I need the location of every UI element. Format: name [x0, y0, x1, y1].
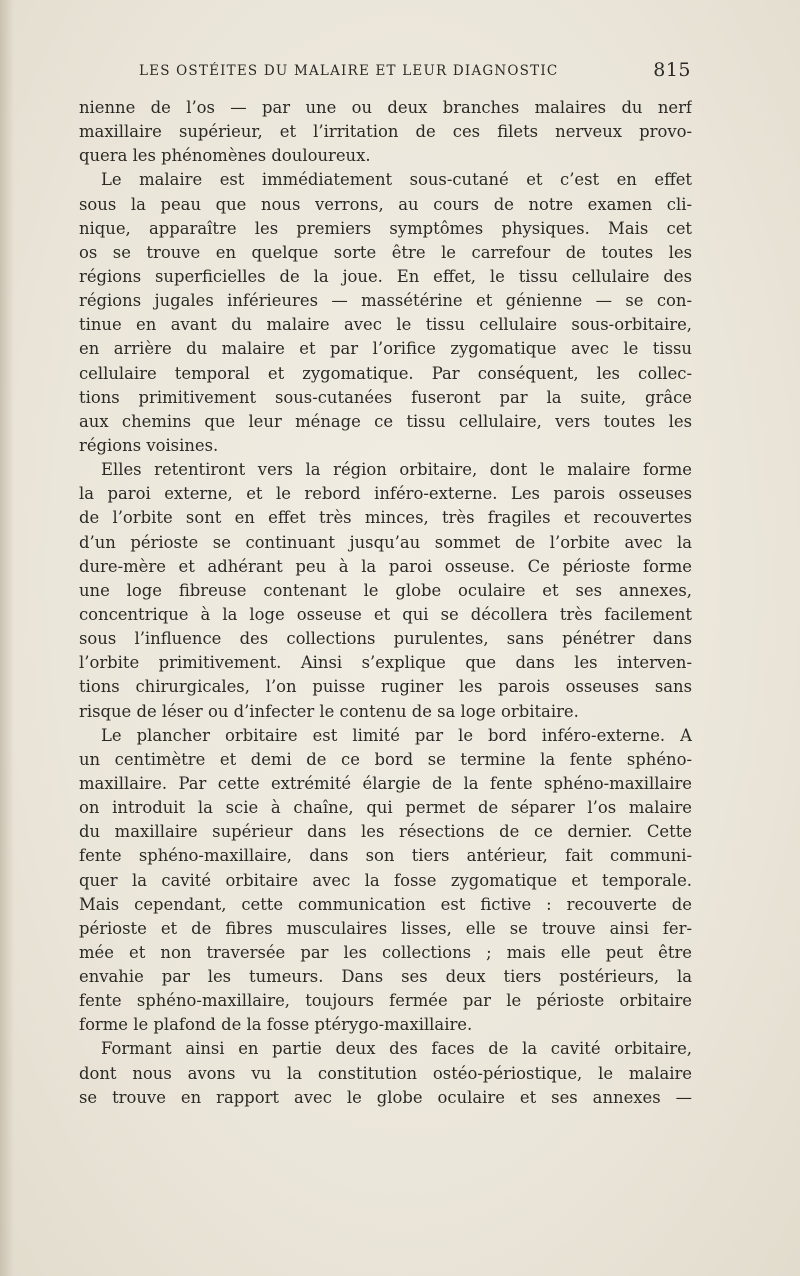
text-line: d’un périoste se continuant jusqu’au sommet de l’orbite avec la: [79, 532, 692, 552]
text-line: nique, apparaître les premiers symptômes physiques. Mais cet: [79, 218, 692, 238]
text-line: une loge fibreuse contenant le globe oculaire et ses annexes,: [79, 580, 692, 600]
text-line: tions chirurgicales, l’on puisse ruginer les parois osseuses sans: [79, 677, 692, 697]
text-line: Elles retentiront vers la région orbitaire, dont le malaire forme: [101, 460, 692, 480]
text-line: tions primitivement sous-cutanées fuseront par la suite, grâce: [79, 387, 692, 407]
text-line: fente sphéno-maxillaire, toujours fermée par le périoste orbitaire: [79, 991, 692, 1011]
text-line: concentrique à la loge osseuse et qui se décollera très facilement: [79, 604, 692, 624]
paragraph-3: [79, 458, 692, 724]
text-line: quer la cavité orbitaire avec la fosse zygomatique et temporale.: [79, 870, 692, 890]
text-line: de l’orbite sont en effet très minces, très fragiles et recouvertes: [79, 508, 692, 528]
text-line: Le malaire est immédiatement sous-cutané et c’est en effet: [101, 170, 692, 190]
text-line: cellulaire temporal et zygomatique. Par conséquent, les collec-: [79, 363, 692, 383]
text-line: dont nous avons vu la constitution ostéo-périostique, le malaire: [79, 1063, 692, 1083]
text-line: du maxillaire supérieur dans les résections de ce dernier. Cette: [79, 822, 692, 842]
running-head: LES OSTÉITES DU MALAIRE ET LEUR DIAGNOSTIC: [139, 63, 559, 79]
text-line: on introduit la scie à chaîne, qui permet de séparer l’os malaire: [79, 798, 692, 818]
page-gutter-shadow: [0, 0, 14, 1276]
text-line: Formant ainsi en partie deux des faces de la cavité orbitaire,: [101, 1039, 692, 1059]
text-line: dure-mère et adhérant peu à la paroi osseuse. Ce périoste forme: [79, 556, 692, 576]
text-line: régions jugales inférieures — massétérine et génienne — se con-: [79, 291, 692, 311]
text-line: régions voisines.: [79, 435, 219, 455]
text-line: maxillaire supérieur, et l’irritation de ces filets nerveux provo-: [79, 122, 692, 142]
text-line: tinue en avant du malaire avec le tissu cellulaire sous-orbitaire,: [79, 315, 692, 335]
page-number: 815: [653, 59, 691, 81]
text-line: fente sphéno-maxillaire, dans son tiers antérieur, fait communi-: [79, 846, 692, 866]
text-line: nienne de l’os — par une ou deux branches malaires du nerf: [79, 98, 692, 117]
text-line: envahie par les tumeurs. Dans ses deux tiers postérieurs, la: [79, 967, 692, 987]
paragraph-2: [79, 168, 692, 458]
text-line: Le plancher orbitaire est limité par le bord inféro-externe. A: [101, 725, 692, 745]
text-line: maxillaire. Par cette extrémité élargie de la fente sphéno-maxillaire: [79, 773, 692, 793]
text-line: se trouve en rapport avec le globe oculaire et ses annexes —: [79, 1087, 692, 1107]
text-line: sous l’influence des collections purulentes, sans pénétrer dans: [79, 629, 692, 649]
text-line: risque de léser ou d’infecter le contenu de sa loge orbitaire.: [79, 701, 579, 721]
paragraph-5: [79, 1037, 692, 1109]
paragraph-4: [79, 724, 692, 1038]
text-line: périoste et de fibres musculaires lisses, elle se trouve ainsi fer-: [79, 918, 692, 938]
text-line: en arrière du malaire et par l’orifice zygomatique avec le tissu: [79, 339, 692, 359]
text-line: os se trouve en quelque sorte être le carrefour de toutes les: [79, 242, 692, 262]
text-line: aux chemins que leur ménage ce tissu cellulaire, vers toutes les: [79, 411, 692, 431]
text-line: sous la peau que nous verrons, au cours de notre examen cli-: [79, 194, 692, 214]
text-line: régions superficielles de la joue. En effet, le tissu cellulaire des: [79, 266, 692, 286]
page-header: [79, 56, 691, 90]
text-line: quera les phénomènes douloureux.: [79, 146, 371, 166]
text-line: la paroi externe, et le rebord inféro-externe. Les parois osseuses: [79, 484, 692, 504]
text-line: mée et non traversée par les collections ; mais elle peut être: [79, 942, 692, 962]
body-text: [79, 96, 692, 1110]
text-line: forme le plafond de la fosse ptérygo-maxillaire.: [79, 1015, 473, 1035]
text-line: un centimètre et demi de ce bord se termine la fente sphéno-: [79, 749, 692, 769]
text-line: Mais cependant, cette communication est fictive : recouverte de: [79, 894, 692, 914]
text-line: l’orbite primitivement. Ainsi s’explique que dans les interven-: [79, 653, 692, 673]
paragraph-1: [79, 96, 692, 168]
